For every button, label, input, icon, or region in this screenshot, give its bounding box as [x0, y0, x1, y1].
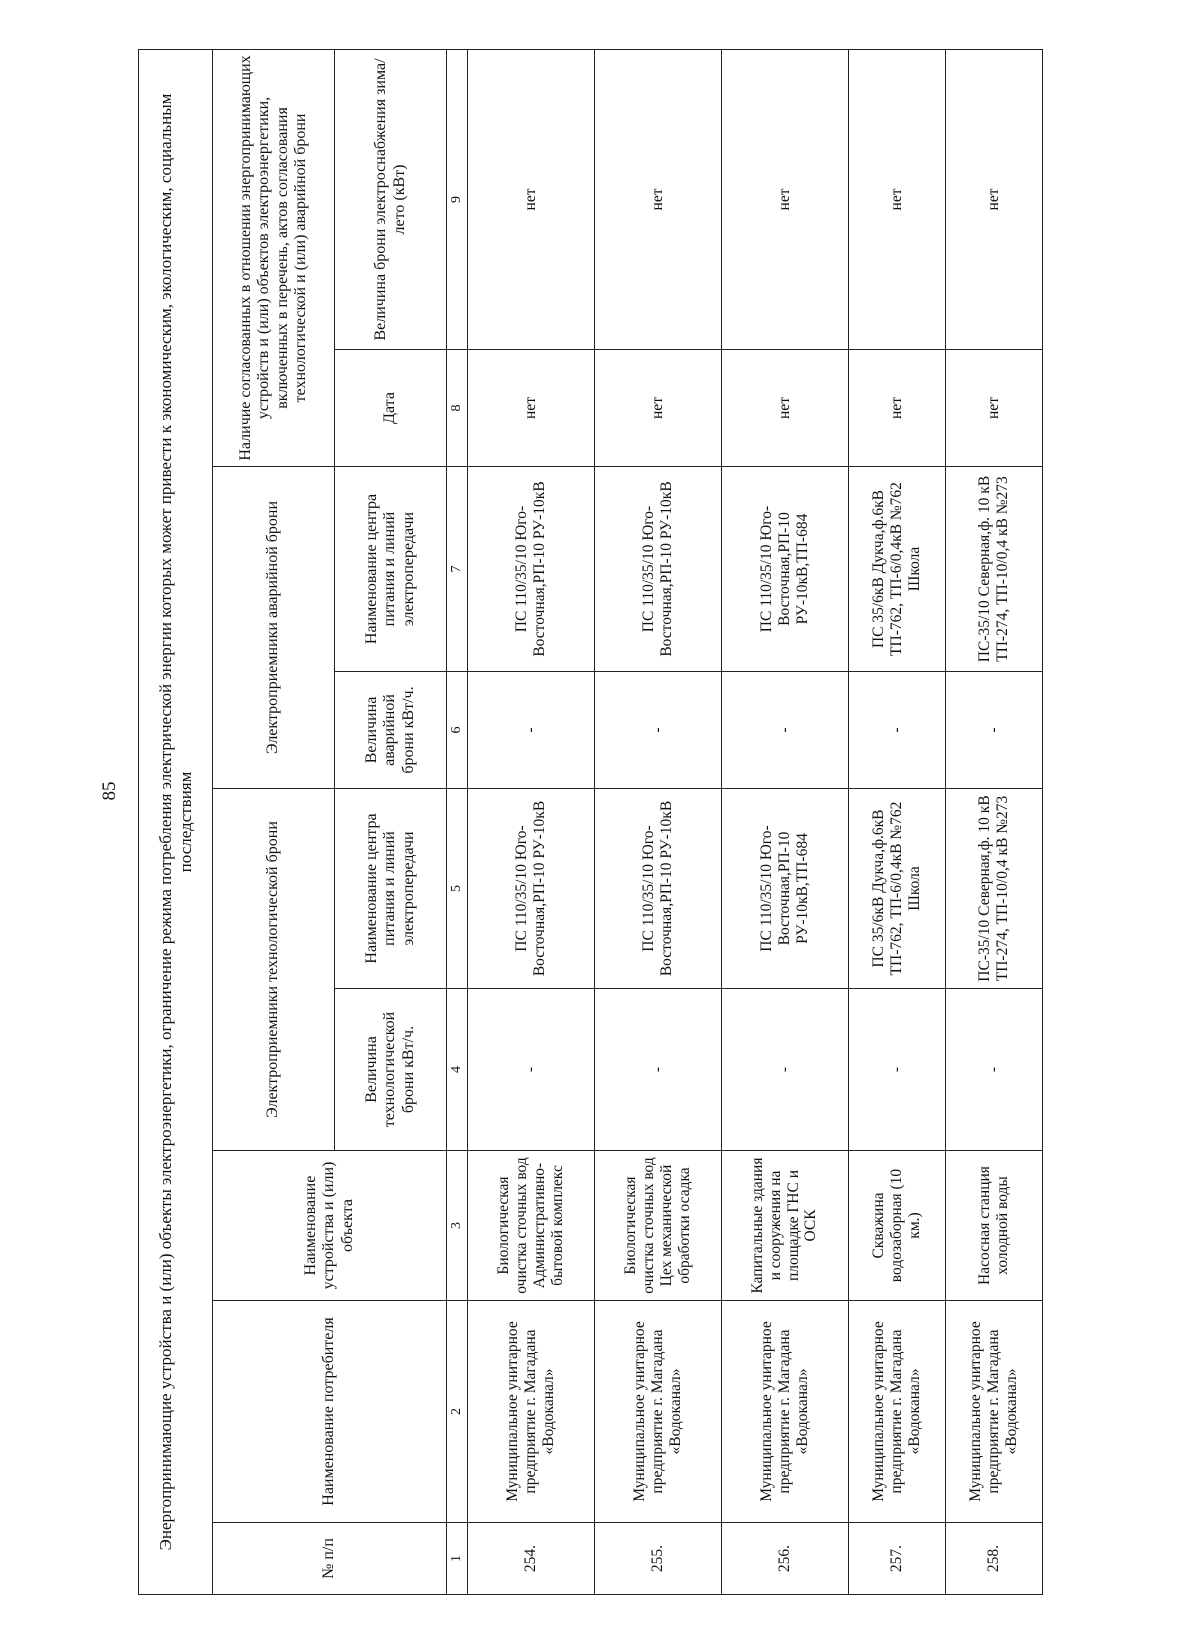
header-supply: Величина брони электроснабжения зима/лето (кВт) [335, 49, 447, 349]
row-consumer: Муниципальное унитарное предприятие г. Магадана «Водоканал» [945, 1301, 1042, 1523]
table-title: Энергопринимающие устройства и (или) объекты электроэнергетики, ограничение режима потребления электрической энергии которых может привести к экономическим, экологическим, социальным последствиям [139, 49, 213, 1594]
header-agreement-group: Наличие согласованных в отношении энергопринимающих устройств и (или) объектов электроэнергетики, включенных в перечень, актов согласования технологической и (или) аварийной брони [213, 49, 335, 466]
row-device: Биологическая очистка сточных вод Цех механической обработки осадка [594, 1151, 721, 1301]
row-num: 258. [945, 1523, 1042, 1595]
row-emergency-center: ПС 35/6кВ Дукча,ф.6кВ ТП-762, ТП-6/0,4кВ №762 Школа [848, 467, 945, 672]
row-consumer: Муниципальное унитарное предприятие г. Магадана «Водоканал» [594, 1301, 721, 1523]
row-date: нет [721, 350, 848, 467]
row-tech-center: ПС 110/35/10 Юго-Восточная,РП-10 РУ-10кВ,ТП-684 [721, 789, 848, 989]
table-row [594, 49, 721, 1594]
header-emergency-group: Электроприемники аварийной брони [213, 467, 335, 789]
column-index: 9 [447, 49, 468, 349]
column-index: 4 [447, 989, 468, 1151]
row-num: 257. [848, 1523, 945, 1595]
row-tech-value: - [594, 989, 721, 1151]
row-date: нет [848, 350, 945, 467]
row-device: Капитальные здания и сооружения на площадке ГНС и ОСК [721, 1151, 848, 1301]
column-index: 6 [447, 672, 468, 789]
row-supply: нет [945, 49, 1042, 349]
row-tech-value: - [848, 989, 945, 1151]
rotated-table-wrapper [138, 50, 1043, 1595]
row-device: Биологическая очистка сточных вод Административно-бытовой комплекс [468, 1151, 595, 1301]
row-emergency-value: - [721, 672, 848, 789]
table-row [721, 49, 848, 1594]
column-index: 3 [447, 1151, 468, 1301]
table-row [848, 49, 945, 1594]
row-consumer: Муниципальное унитарное предприятие г. Магадана «Водоканал» [721, 1301, 848, 1523]
header-tech-center: Наименование центра питания и линий электропередачи [335, 789, 447, 989]
row-tech-center: ПС 110/35/10 Юго-Восточная,РП-10 РУ-10кВ [594, 789, 721, 989]
column-index: 8 [447, 350, 468, 467]
column-index: 5 [447, 789, 468, 989]
column-index: 1 [447, 1523, 468, 1595]
row-emergency-center: ПС-35/10 Северная,ф. 10 кВ ТП-274, ТП-10/0,4 кВ №273 [945, 467, 1042, 672]
header-date: Дата [335, 350, 447, 467]
row-consumer: Муниципальное унитарное предприятие г. Магадана «Водоканал» [848, 1301, 945, 1523]
row-supply: нет [848, 49, 945, 349]
row-emergency-value: - [468, 672, 595, 789]
row-tech-center: ПС-35/10 Северная,ф. 10 кВ ТП-274, ТП-10/0,4 кВ №273 [945, 789, 1042, 989]
title-row [139, 49, 213, 1594]
row-num: 256. [721, 1523, 848, 1595]
energy-table [138, 49, 1043, 1595]
row-emergency-value: - [848, 672, 945, 789]
row-supply: нет [721, 49, 848, 349]
row-emergency-center: ПС 110/35/10 Юго-Восточная,РП-10 РУ-10кВ [468, 467, 595, 672]
row-date: нет [594, 350, 721, 467]
row-device: Скважина водозаборная (10 км.) [848, 1151, 945, 1301]
header-emergency-center: Наименование центра питания и линий электропередачи [335, 467, 447, 672]
row-date: нет [945, 350, 1042, 467]
column-index-row [447, 49, 468, 1594]
row-emergency-center: ПС 110/35/10 Юго-Восточная,РП-10 РУ-10кВ [594, 467, 721, 672]
column-index: 7 [447, 467, 468, 672]
row-num: 254. [468, 1523, 595, 1595]
row-emergency-value: - [594, 672, 721, 789]
header-device: Наименование устройства и (или) объекта [213, 1151, 447, 1301]
header-emergency-value: Величина аварийной брони кВт/ч. [335, 672, 447, 789]
row-tech-value: - [468, 989, 595, 1151]
row-num: 255. [594, 1523, 721, 1595]
header-row-1 [213, 49, 335, 1594]
header-consumer: Наименование потребителя [213, 1301, 447, 1523]
row-supply: нет [594, 49, 721, 349]
row-device: Насосная станция холодной воды [945, 1151, 1042, 1301]
header-tech-value: Величина технологической брони кВт/ч. [335, 989, 447, 1151]
row-date: нет [468, 350, 595, 467]
row-consumer: Муниципальное унитарное предприятие г. Магадана «Водоканал» [468, 1301, 595, 1523]
row-emergency-value: - [945, 672, 1042, 789]
row-tech-value: - [945, 989, 1042, 1151]
header-tech-group: Электроприемники технологической брони [213, 789, 335, 1151]
header-num: № п/п [213, 1523, 447, 1595]
row-tech-value: - [721, 989, 848, 1151]
row-supply: нет [468, 49, 595, 349]
row-tech-center: ПС 110/35/10 Юго-Восточная,РП-10 РУ-10кВ [468, 789, 595, 989]
table-row [468, 49, 595, 1594]
column-index: 2 [447, 1301, 468, 1523]
page-number: 85 [99, 781, 120, 801]
row-emergency-center: ПС 110/35/10 Юго-Восточная,РП-10 РУ-10кВ,ТП-684 [721, 467, 848, 672]
table-row [945, 49, 1042, 1594]
row-tech-center: ПС 35/6кВ Дукча,ф.6кВ ТП-762, ТП-6/0,4кВ №762 Школа [848, 789, 945, 989]
